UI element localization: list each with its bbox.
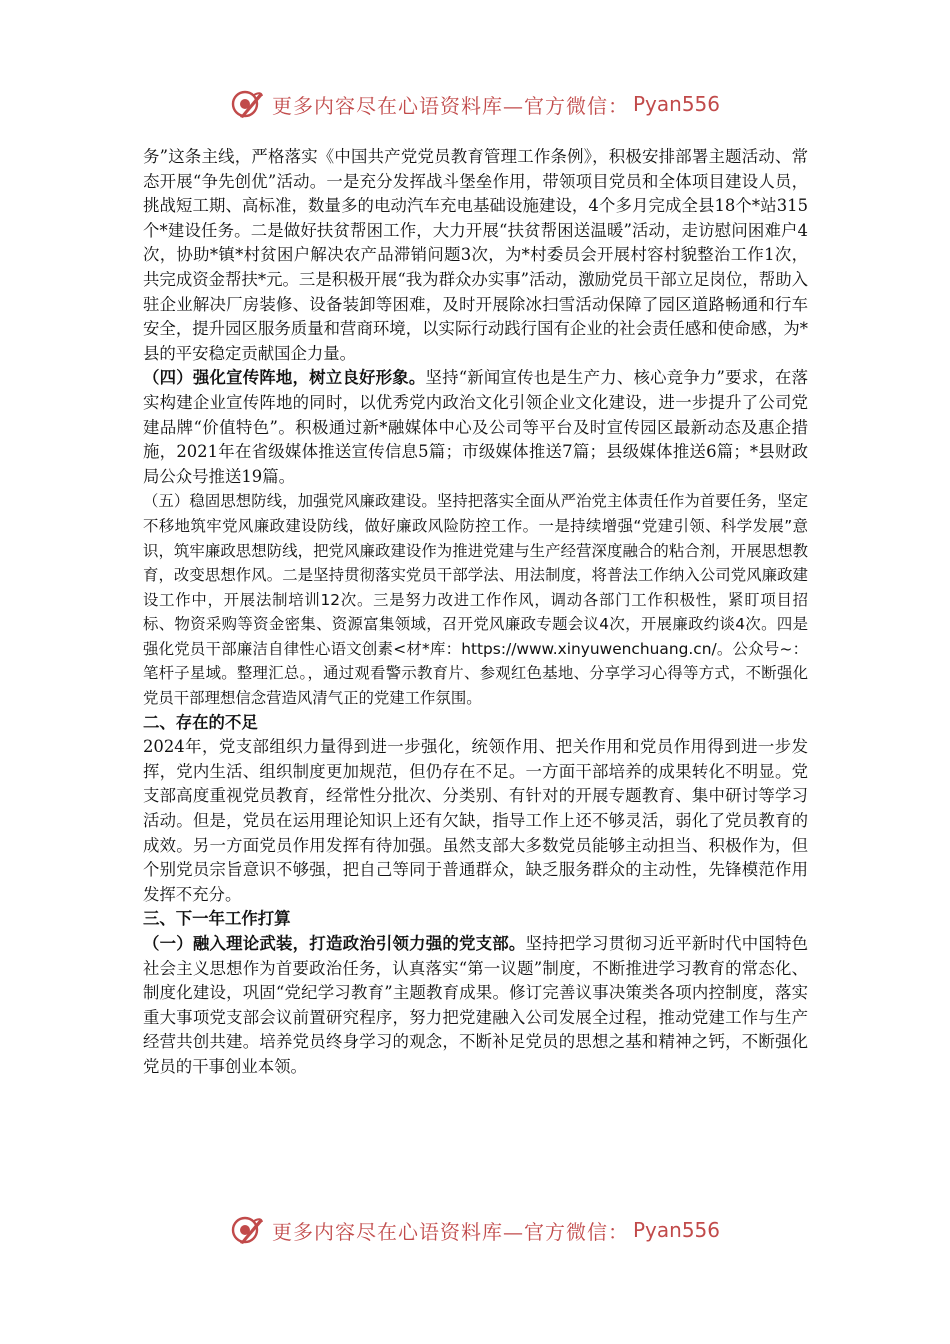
header-banner: [0, 82, 950, 126]
banner-handle: Pyan556: [632, 1218, 720, 1242]
section-heading-3: 三、下一年工作打算: [143, 909, 291, 929]
banner-text: 更多内容尽在心语资料库—官方微信：: [271, 93, 629, 118]
document-body: [143, 145, 808, 1080]
banner-handle: Pyan556: [632, 92, 720, 116]
quill-logo-icon: [230, 87, 264, 121]
footer-banner: [0, 1208, 950, 1252]
paragraph-2-body: 坚持“新闻宣传也是生产力、核心竞争力”要求，在落实构建企业宣传阵地的同时，以优秀党内政治文化引领企业文化建设，进一步提升了公司党建品牌“价值特色”。积极通过新*融媒体中心及公司等平台及时宣传园区最新动态及惠企措施，2021年在省级媒体推送宣传信息5篇；市级媒体推送7篇；县级媒体推送6篇；*县财政局公众号推送19篇。: [143, 368, 808, 486]
paragraph-2: [143, 366, 808, 489]
paragraph-3: （五）稳固思想防线，加强党风廉政建设。坚持把落实全面从严治党主体责任作为首要任务，坚定不移地筑牢党风廉政建设防线，做好廉政风险防控工作。一是持续增强“党建引领、科学发展”意识，筑牢廉政思想防线，把党风廉政建设作为推进党建与生产经营深度融合的粘合剂，开展思想教育，改变思想作风。二是坚持贯彻落实党员干部学法、用法制度，将普法工作纳入公司党风廉政建设工作中，开展法制培训12次。三是努力改进工作作风，调动各部门工作积极性，紧盯项目招标、物资采购等资金密集、资源富集领域，召开党风廉政专题会议4次，开展廉政约谈4次。四是强化党员干部廉洁自律性心语文创素<材*库：https://www.xinyuwenchuang.cn/。公众号~：笔杆子星域。整理汇总。，通过观看警示教育片、参观红色基地、分享学习心得等方式，不断强化党员干部理想信念营造风清气正的党建工作氛围。: [143, 492, 808, 708]
paragraph-1: 务”这条主线，严格落实《中国共产党党员教育管理工作条例》，积极安排部署主题活动、常态开展“争先创优”活动。一是充分发挥战斗堡垒作用，带领项目党员和全体项目建设人员，挑战短工期、高标准，数量多的电动汽车充电基础设施建设，4个多月完成全县18个*站315个*建设任务。二是做好扶贫帮困工作，大力开展“扶贫帮困送温暖”活动，走访慰问困难户4次，协助*镇*村贫困户解决农产品滞销问题3次，为*村委员会开展村容村貌整治工作1次，共完成资金帮扶*元。三是积极开展“我为群众办实事”活动，激励党员干部立足岗位，帮助入驻企业解决厂房装修、设备装卸等困难，及时开展除冰扫雪活动保障了园区道路畅通和行车安全，提升园区服务质量和营商环境，以实际行动践行国有企业的社会责任感和使命感，为*县的平安稳定贡献国企力量。: [143, 147, 808, 363]
paragraph-2-lead: （四）强化宣传阵地，树立良好形象。: [143, 368, 426, 388]
section-heading-2: 二、存在的不足: [143, 712, 258, 732]
paragraph-4: 2024年，党支部组织力量得到进一步强化，统领作用、把关作用和党员作用得到进一步发挥，党内生活、组织制度更加规范，但仍存在不足。一方面干部培养的成果转化不明显。党支部高度重视党员教育，经常性分批次、分类别、有针对的开展专题教育、集中研讨等学习活动。但是，党员在运用理论知识上还有欠缺，指导工作上还不够灵活，弱化了党员教育的成效。另一方面党员作用发挥有待加强。虽然支部大多数党员能够主动担当、积极作为，但个别党员宗旨意识不够强，把自己等同于普通群众，缺乏服务群众的主动性，先锋模范作用发挥不充分。: [143, 737, 808, 904]
paragraph-5: [143, 932, 808, 1080]
paragraph-5-lead: （一）融入理论武装，打造政治引领力强的党支部。: [143, 934, 526, 953]
banner-text: 更多内容尽在心语资料库—官方微信：: [271, 1219, 629, 1244]
quill-logo-icon: [230, 1213, 264, 1247]
paragraph-5-body: 坚持把学习贯彻习近平新时代中国特色社会主义思想作为首要政治任务，认真落实“第一议题”制度，不断推进学习教育的常态化、制度化建设，巩固“党纪学习教育”主题教育成果。修订完善议事决策类各项内控制度，落实重大事项党支部会议前置研究程序，努力把党建融入公司发展全过程，推动党建工作与生产经营共创共建。培养党员终身学习的观念，不断补足党员的思想之基和精神之钙，不断强化党员的干事创业本领。: [143, 934, 809, 1076]
